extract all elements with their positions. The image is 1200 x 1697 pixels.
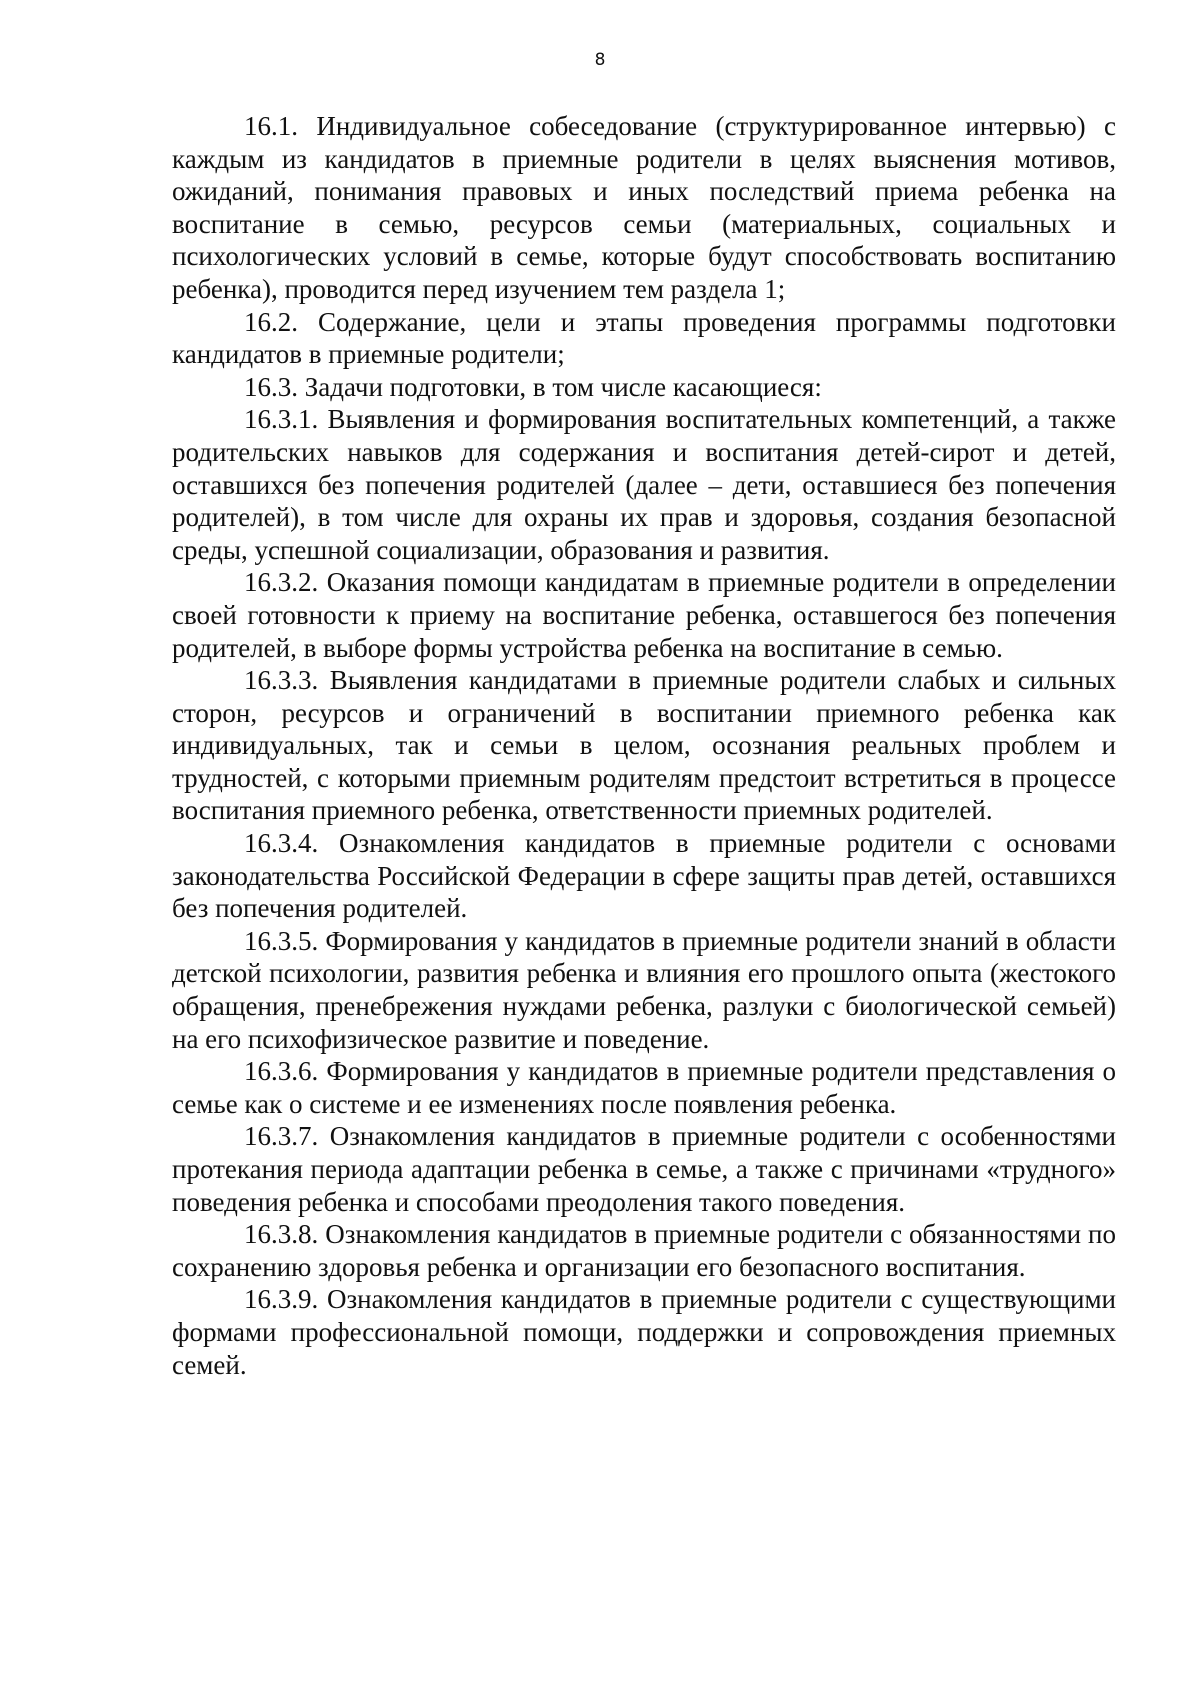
paragraph-16-3-1: 16.3.1. Выявления и формирования воспитательных компетенций, а также родительских навыков для содержания и воспитания детей-сирот и детей, оставшихся без попечения родителей (далее – дети, оставшиеся без попечения родителей), в том числе для охраны их прав и здоровья, создания безопасной среды, успешной социализации, образования и развития.: [172, 404, 1116, 565]
paragraph-16-3-2: 16.3.2. Оказания помощи кандидатам в приемные родители в определении своей готовности к приему на воспитание ребенка, оставшегося без попечения родителей, в выборе формы устройства ребенка на воспитание в семью.: [172, 567, 1116, 663]
paragraph-16-1: 16.1. Индивидуальное собеседование (структурированное интервью) с каждым из кандидатов в приемные родители в целях выяснения мотивов, ожиданий, понимания правовых и иных последствий приема ребенка на воспитание в семью, ресурсов семьи (материальных, социальных и психологических условий в семье, которые будут способствовать воспитанию ребенка), проводится перед изучением тем раздела 1;: [172, 111, 1116, 304]
document-body: [172, 110, 1116, 1381]
paragraph-16-3-5: 16.3.5. Формирования у кандидатов в приемные родители знаний в области детской психологии, развития ребенка и влияния его прошлого опыта (жестокого обращения, пренебрежения нуждами ребенка, разлуки с биологической семьей) на его психофизическое развитие и поведение.: [172, 925, 1116, 1054]
paragraph-16-3-9: 16.3.9. Ознакомления кандидатов в приемные родители с существующими формами профессиональной помощи, поддержки и сопровождения приемных семей.: [172, 1284, 1116, 1380]
paragraph-16-2: 16.2. Содержание, цели и этапы проведения программы подготовки кандидатов в приемные родители;: [172, 306, 1116, 370]
page-number: 8: [594, 50, 606, 70]
paragraph-16-3-7: 16.3.7. Ознакомления кандидатов в приемные родители с особенностями протекания периода адаптации ребенка в семье, а также с причинами «трудного» поведения ребенка и способами преодоления такого поведения.: [172, 1121, 1116, 1217]
paragraph-16-3-8: 16.3.8. Ознакомления кандидатов в приемные родители с обязанностями по сохранению здоровья ребенка и организации его безопасного воспитания.: [172, 1219, 1116, 1282]
paragraph-16-3-4: 16.3.4. Ознакомления кандидатов в приемные родители с основами законодательства Российской Федерации в сфере защиты прав детей, оставшихся без попечения родителей.: [172, 828, 1116, 924]
paragraph-16-3: 16.3. Задачи подготовки, в том числе касающиеся:: [244, 371, 822, 402]
paragraph-16-3-6: 16.3.6. Формирования у кандидатов в приемные родители представления о семье как о системе и ее изменениях после появления ребенка.: [172, 1056, 1116, 1119]
paragraph-16-3-3: 16.3.3. Выявления кандидатами в приемные родители слабых и сильных сторон, ресурсов и ограничений в воспитании приемного ребенка как индивидуальных, так и семьи в целом, осознания реальных проблем и трудностей, с которыми приемным родителям предстоит встретиться в процессе воспитания приемного ребенка, ответственности приемных родителей.: [172, 665, 1116, 826]
